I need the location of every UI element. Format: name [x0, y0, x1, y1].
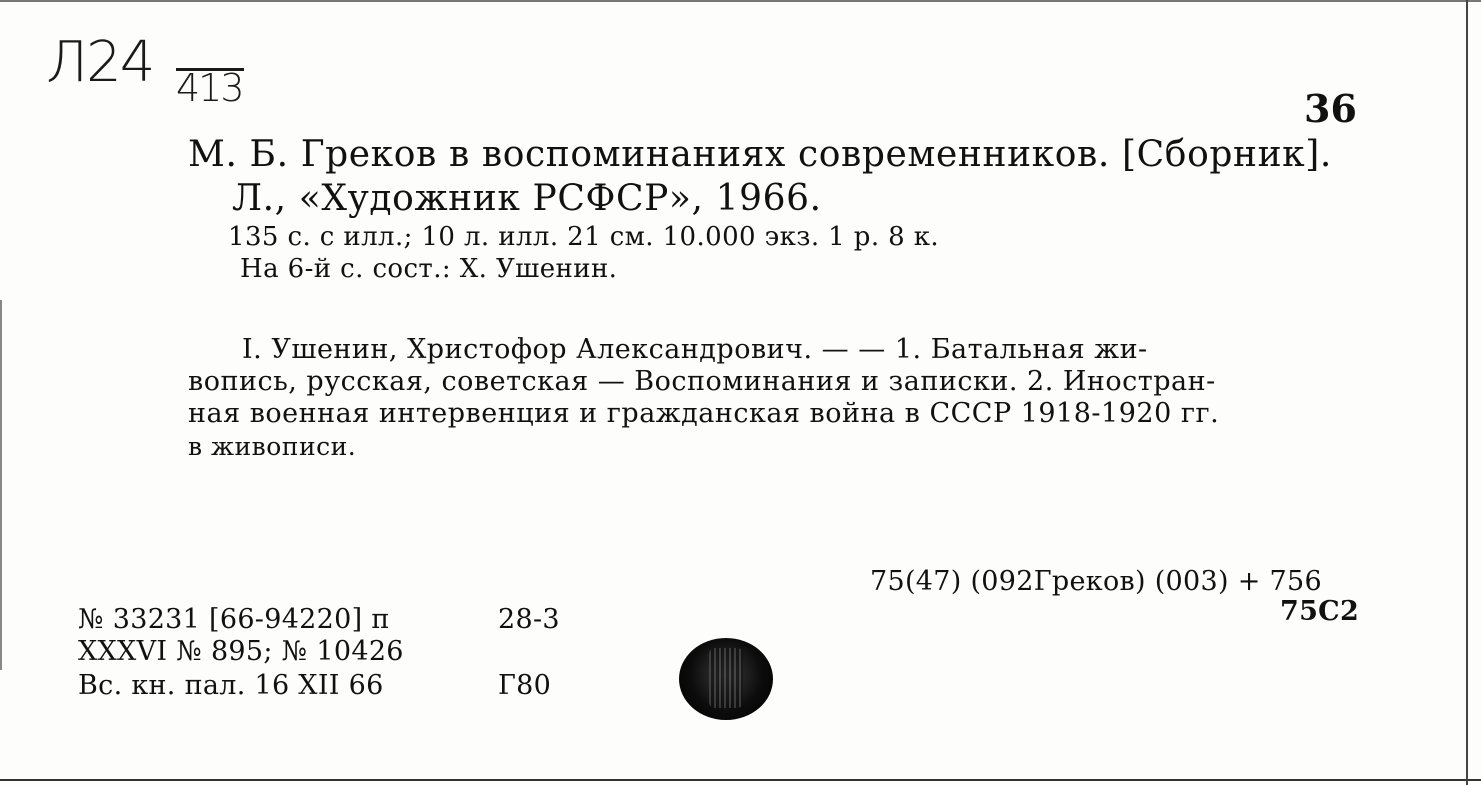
- imprint-line-3-right: Г80: [498, 670, 552, 701]
- imprint-line-1: № 33231 [66-94220] п: [78, 604, 390, 635]
- card-bottom-edge: [0, 779, 1481, 781]
- subject-line-4: в живописи.: [188, 432, 357, 461]
- call-number: Л24: [46, 30, 154, 95]
- subject-line-3: ная военная интервенция и гражданская война в СССР 1918-1920 гг.: [188, 398, 1220, 429]
- class-mark: 75С2: [1280, 596, 1360, 627]
- call-number-sub: 413: [176, 66, 243, 110]
- title-line-1: М. Б. Греков в воспоминаниях современников. [Сборник].: [188, 134, 1332, 175]
- subject-line-2: вопись, русская, советская — Воспоминания и записки. 2. Иностран-: [188, 366, 1216, 397]
- card-punch-hole: [679, 638, 773, 720]
- imprint-line-3: Вс. кн. пал. 16 XII 66: [78, 670, 384, 701]
- subject-line-1: I. Ушенин, Христофор Александрович. — — 1. Батальная жи-: [242, 334, 1148, 365]
- collation-line: 135 с. с илл.; 10 л. илл. 21 см. 10.000 экз. 1 р. 8 к.: [228, 222, 940, 252]
- classification-index: 75(47) (092Греков) (003) + 756: [870, 566, 1322, 597]
- compiler-note: На 6-й с. сост.: Х. Ушенин.: [240, 254, 618, 284]
- card-left-edge: [0, 300, 2, 670]
- card-number: 36: [1304, 86, 1357, 131]
- card-top-edge: [0, 0, 1481, 2]
- imprint-line-1-right: 28-3: [498, 604, 560, 635]
- card-right-edge: [1466, 0, 1468, 785]
- imprint-line-2: XXXVI № 895; № 10426: [78, 636, 404, 667]
- title-line-2: Л., «Художник РСФСР», 1966.: [232, 178, 822, 219]
